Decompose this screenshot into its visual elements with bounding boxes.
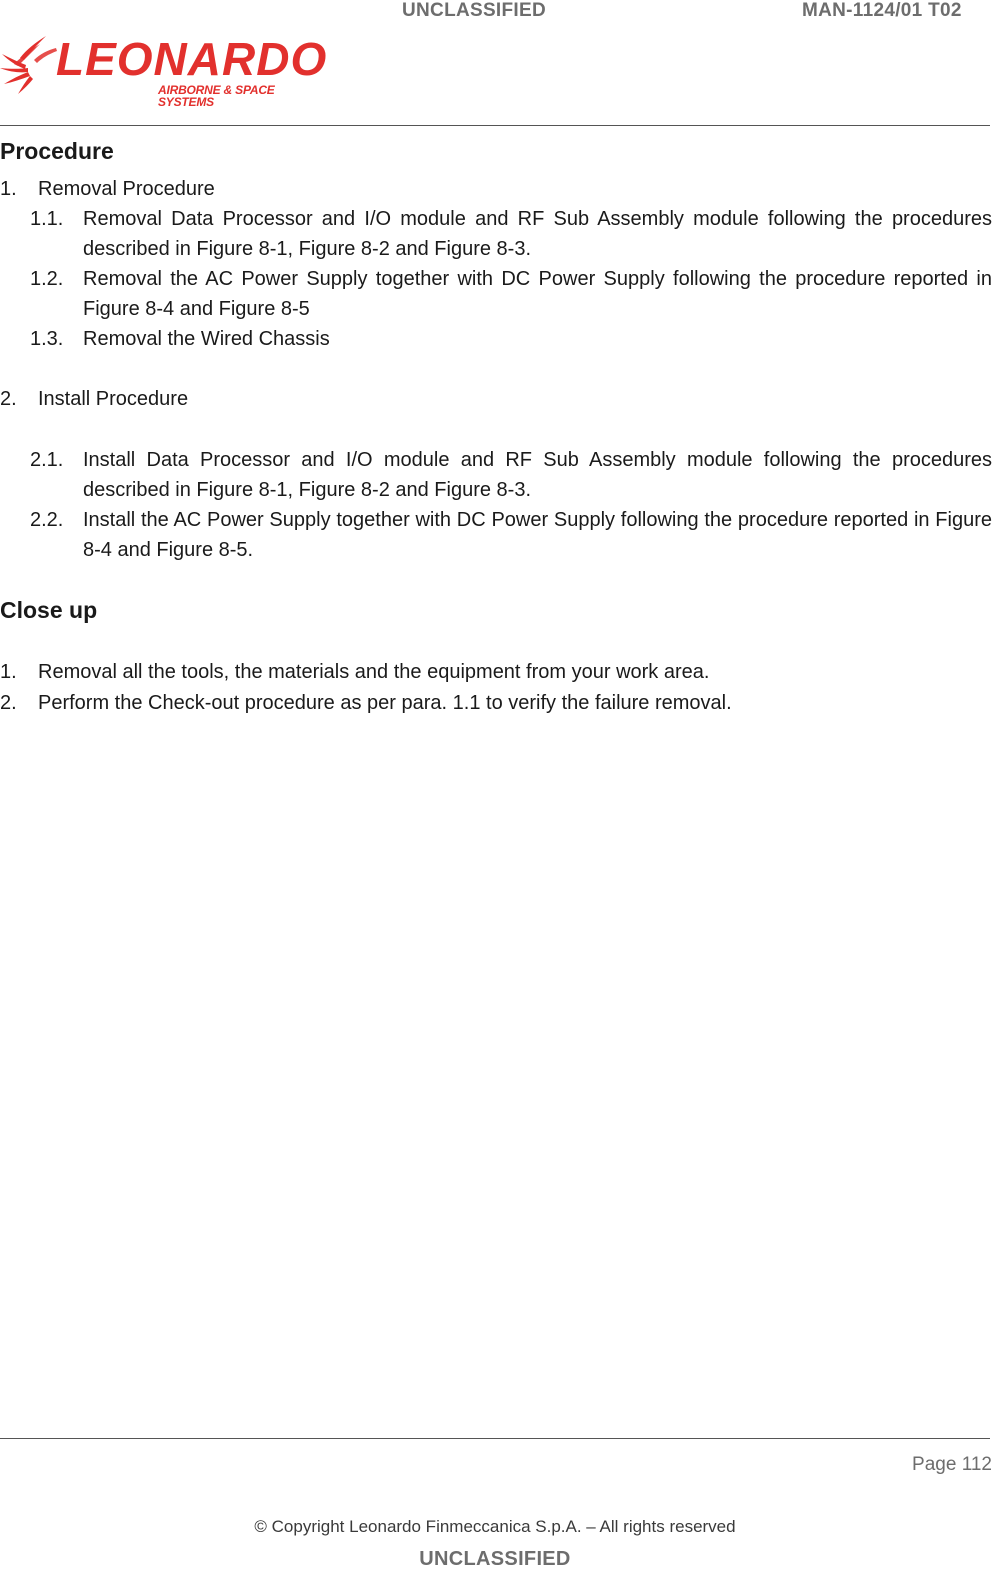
sub-list-item [30,505,992,565]
sub-list-item [30,445,992,505]
document-id: MAN-1124/01 T02 [802,0,962,21]
sub-list-item [30,264,992,324]
list-item-number: 1. [0,178,17,200]
footer-divider [0,1438,990,1439]
list-item-number: 1. [0,661,17,683]
list-item-text: Perform the Check-out procedure as per para. 1.1 to verify the failure removal. [38,692,732,714]
sub-item-text: Removal the Wired Chassis [83,328,330,350]
list-item-text: Removal all the tools, the materials and the equipment from your work area. [38,661,710,683]
sub-item-number: 1.3. [30,328,64,350]
footer-classification: UNCLASSIFIED [419,1548,571,1570]
sub-item-text: Install the AC Power Supply together with DC Power Supply following the procedure reported in Figure 8-4 and Figure 8-5. [83,509,992,561]
procedure-heading: Procedure [0,138,114,164]
list-item-number: 2. [0,692,17,714]
sub-item-text: Removal the AC Power Supply together with DC Power Supply following the procedure reported in Figure 8-4 and Figure 8-5 [83,268,992,320]
sub-item-number: 1.2. [30,268,64,290]
leonardo-swoosh-icon [0,32,60,98]
sub-item-number: 2.1. [30,449,64,471]
company-logo [0,30,330,109]
list-item-text: Install Procedure [38,388,189,410]
header-classification-label: UNCLASSIFIED [402,0,546,21]
sub-item-number: 2.2. [30,509,64,531]
sub-item-number: 1.1. [30,208,64,230]
logo-wordmark: LEONARDO [56,33,328,85]
sub-list-item [30,204,992,264]
sub-item-text: Removal Data Processor and I/O module and RF Sub Assembly module following the procedures described in Figure 8-1, Figure 8-2 and Figure 8-3. [83,208,992,260]
list-item-text: Removal Procedure [38,178,215,200]
sub-list-item [30,324,992,354]
list-item-number: 2. [0,388,17,410]
page-number: Page 112 [912,1454,992,1475]
copyright-notice: © Copyright Leonardo Finmeccanica S.p.A. – All rights reserved [254,1517,736,1536]
logo-subtitle: AIRBORNE & SPACE SYSTEMS [158,83,275,109]
close-up-heading: Close up [0,597,98,623]
header-divider [0,125,990,126]
sub-item-text: Install Data Processor and I/O module and RF Sub Assembly module following the procedures described in Figure 8-1, Figure 8-2 and Figure 8-3. [83,449,992,501]
